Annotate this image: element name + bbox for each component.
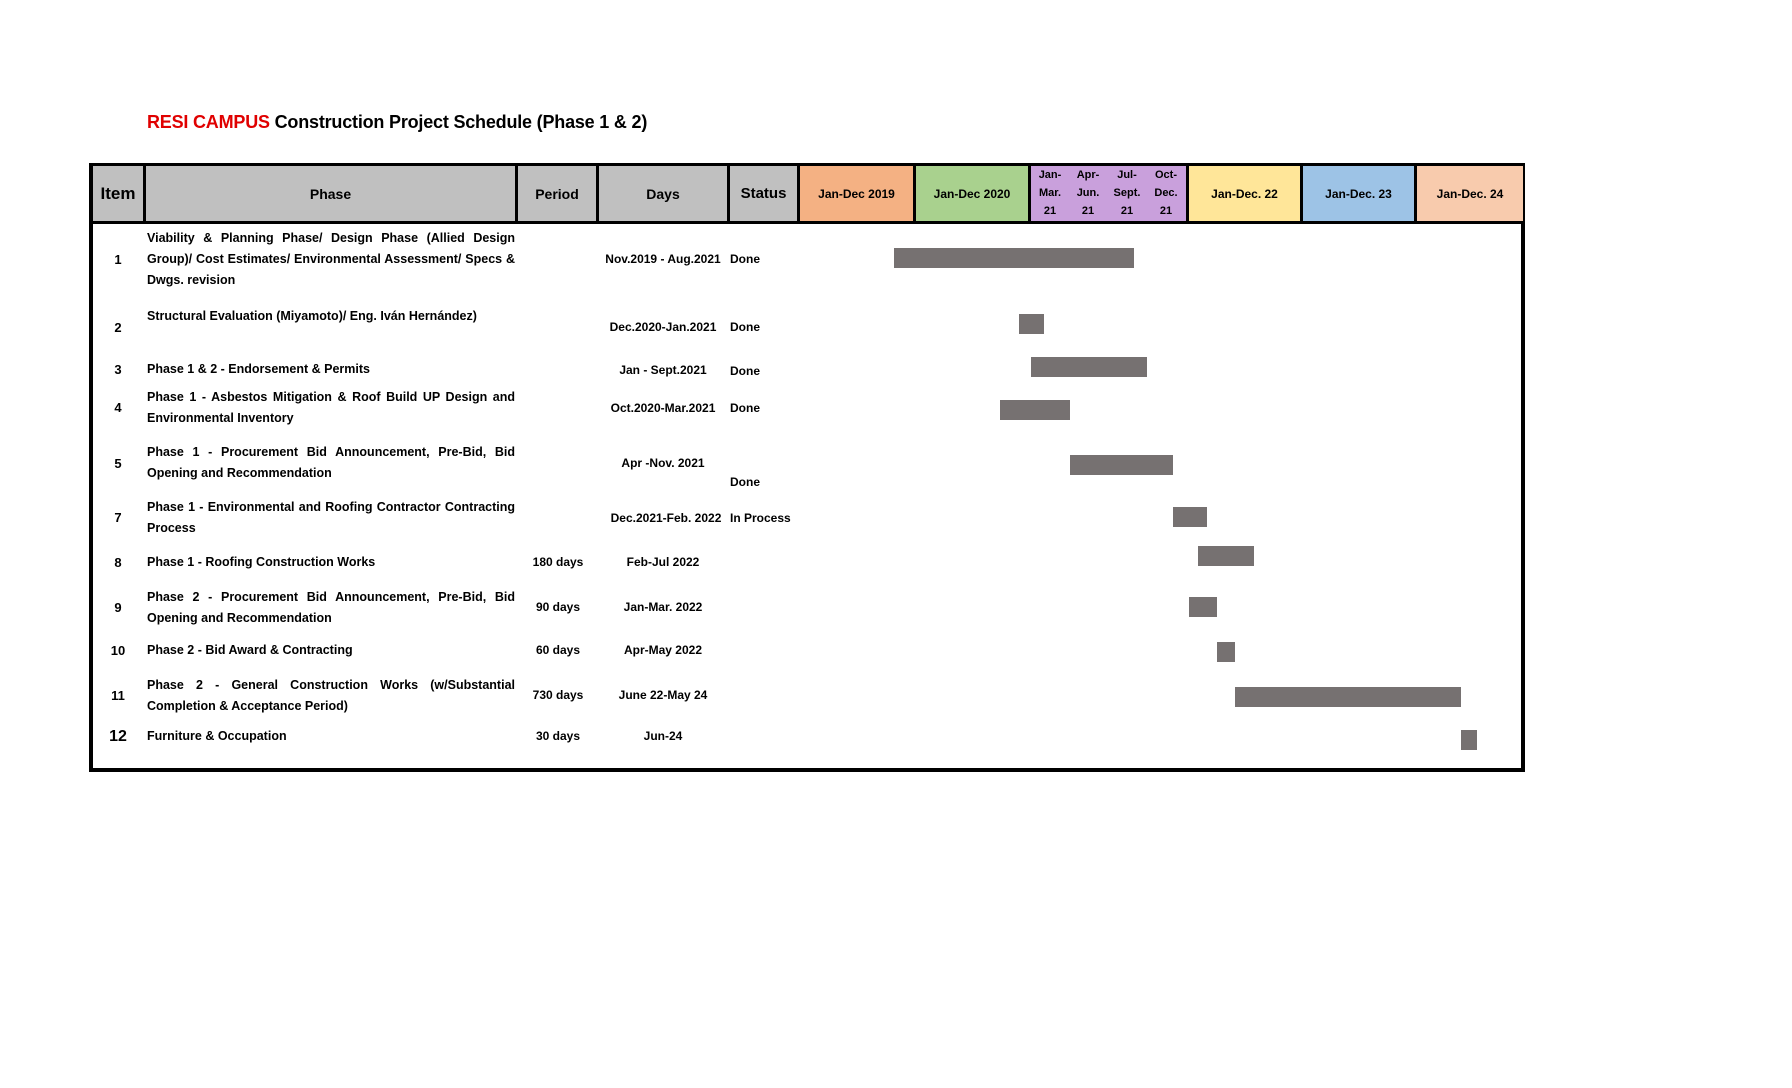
row-days: Jan-Mar. 2022 bbox=[623, 600, 703, 614]
header-days: Days bbox=[599, 166, 727, 221]
gantt-bar bbox=[1070, 455, 1173, 475]
gantt-bar bbox=[1031, 357, 1147, 377]
row-item-number: 8 bbox=[114, 555, 122, 570]
row-period: 60 days bbox=[535, 643, 581, 657]
row-status: Done bbox=[730, 320, 760, 334]
row-period: 90 days bbox=[535, 600, 581, 614]
header-q2-2021: Apr- Jun. 21 bbox=[1069, 166, 1107, 221]
row-status: Done bbox=[730, 475, 760, 489]
row-item-number: 11 bbox=[111, 688, 125, 703]
gantt-bar bbox=[1198, 546, 1254, 566]
row-phase: Viability & Planning Phase/ Design Phase (Allied Design Group)/ Cost Estimates/ Environmental Assessment/ Specs & Dwgs. revision bbox=[147, 231, 515, 287]
page-title bbox=[147, 112, 647, 133]
row-period: 30 days bbox=[535, 729, 581, 743]
brand-name: RESI CAMPUS bbox=[147, 112, 270, 132]
row-days: Oct.2020-Mar.2021 bbox=[610, 401, 716, 415]
header-status: Status bbox=[730, 166, 797, 221]
header-phase: Phase bbox=[146, 166, 515, 221]
gantt-bar bbox=[1461, 730, 1477, 750]
row-item-number: 5 bbox=[114, 456, 122, 471]
gantt-bar bbox=[1173, 507, 1207, 527]
header-q3-2021: Jul- Sept. 21 bbox=[1107, 166, 1147, 221]
row-item-number: 2 bbox=[114, 320, 122, 335]
row-status: In Process bbox=[730, 511, 791, 525]
row-phase: Phase 1 - Roofing Construction Works bbox=[147, 555, 376, 569]
row-days: Dec.2020-Jan.2021 bbox=[609, 320, 717, 334]
header-2019: Jan-Dec 2019 bbox=[800, 166, 913, 221]
title-text: Construction Project Schedule (Phase 1 & 2) bbox=[269, 112, 648, 132]
row-item-number: 12 bbox=[109, 728, 127, 745]
row-item-number: 7 bbox=[114, 510, 122, 525]
gantt-bar bbox=[1019, 314, 1044, 334]
header-2020: Jan-Dec 2020 bbox=[916, 166, 1028, 221]
header-q1-2021: Jan- Mar. 21 bbox=[1031, 166, 1069, 221]
row-phase: Phase 1 - Procurement Bid Announcement, Pre-Bid, Bid Opening and Recommendation bbox=[147, 445, 515, 480]
row-phase: Furniture & Occupation bbox=[147, 729, 287, 743]
row-phase: Phase 2 - Bid Award & Contracting bbox=[147, 643, 353, 657]
header-q4-2021: Oct- Dec. 21 bbox=[1147, 166, 1185, 221]
row-status: Done bbox=[730, 401, 760, 415]
row-status: Done bbox=[730, 364, 760, 378]
row-days: Nov.2019 - Aug.2021 bbox=[605, 252, 721, 266]
row-item-number: 3 bbox=[114, 362, 122, 377]
row-days: Jun-24 bbox=[643, 729, 683, 743]
row-item-number: 4 bbox=[114, 400, 122, 415]
row-days: June 22-May 24 bbox=[618, 688, 708, 702]
gantt-bar bbox=[1189, 597, 1217, 617]
row-days: Dec.2021-Feb. 2022 bbox=[610, 511, 722, 525]
row-item-number: 9 bbox=[114, 600, 122, 615]
header-2023: Jan-Dec. 23 bbox=[1303, 166, 1414, 221]
row-item-number: 1 bbox=[114, 252, 122, 267]
row-item-number: 10 bbox=[110, 643, 126, 658]
row-days: Feb-Jul 2022 bbox=[626, 555, 700, 569]
row-phase: Phase 1 - Environmental and Roofing Contractor Contracting Process bbox=[147, 500, 515, 535]
row-status: Done bbox=[730, 252, 760, 266]
row-phase: Phase 2 - General Construction Works (w/Substantial Completion & Acceptance Period) bbox=[147, 678, 515, 713]
header-bottom-border bbox=[91, 221, 1523, 224]
gantt-bar bbox=[1000, 400, 1070, 420]
row-period: 180 days bbox=[532, 555, 584, 569]
row-days: Apr -Nov. 2021 bbox=[621, 456, 705, 470]
gantt-bar bbox=[894, 248, 1134, 268]
row-days: Apr-May 2022 bbox=[623, 643, 703, 657]
header-period: Period bbox=[518, 166, 596, 221]
row-phase: Phase 1 - Asbestos Mitigation & Roof Build UP Design and Environmental Inventory bbox=[147, 390, 515, 425]
gantt-bar bbox=[1235, 687, 1461, 707]
row-phase: Phase 1 & 2 - Endorsement & Permits bbox=[147, 362, 370, 376]
header-2024: Jan-Dec. 24 bbox=[1417, 166, 1523, 221]
row-phase: Phase 2 - Procurement Bid Announcement, Pre-Bid, Bid Opening and Recommendation bbox=[147, 590, 515, 625]
gantt-bar bbox=[1217, 642, 1236, 662]
header-item: Item bbox=[93, 166, 143, 221]
row-days: Jan - Sept.2021 bbox=[619, 363, 707, 377]
row-period: 730 days bbox=[532, 688, 584, 702]
row-phase: Structural Evaluation (Miyamoto)/ Eng. Iván Hernández) bbox=[147, 309, 477, 323]
header-2022: Jan-Dec. 22 bbox=[1189, 166, 1300, 221]
